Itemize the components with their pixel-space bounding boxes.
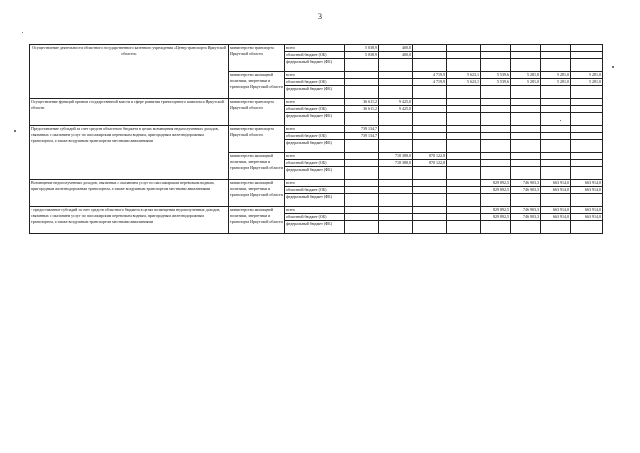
amount-cell — [379, 113, 413, 126]
amount-cell — [511, 160, 541, 167]
amount-cell — [345, 214, 379, 221]
amount-cell: 870 122,8 — [413, 160, 447, 167]
amount-cell — [511, 153, 541, 160]
funding-source-cell: всего — [285, 99, 345, 106]
amount-cell — [447, 52, 481, 59]
amount-cell — [541, 194, 571, 207]
amount-cell: 739 134,7 — [345, 133, 379, 140]
amount-cell — [511, 167, 541, 180]
funding-source-cell: областной бюджет (ОБ) — [285, 52, 345, 59]
amount-cell — [511, 221, 541, 234]
amount-cell: 829 892,5 — [481, 214, 511, 221]
amount-cell: 4 719,9 — [413, 79, 447, 86]
amount-cell: 746 903,3 — [511, 187, 541, 194]
budget-table — [29, 44, 603, 234]
amount-cell — [379, 221, 413, 234]
table-row — [30, 99, 603, 106]
amount-cell: 718 388,0 — [379, 160, 413, 167]
amount-cell — [345, 207, 379, 214]
funding-source-cell: федеральный бюджет (ФБ) — [285, 194, 345, 207]
scan-speck — [22, 32, 23, 33]
executor-cell: министерство транспорта Иркутской области — [229, 45, 285, 72]
page-number: 3 — [318, 12, 322, 21]
amount-cell — [571, 106, 603, 113]
executor-cell: министерство транспорта Иркутской области — [229, 99, 285, 126]
amount-cell — [447, 207, 481, 214]
amount-cell: 5 623,1 — [447, 72, 481, 79]
amount-cell — [511, 99, 541, 106]
funding-source-cell: федеральный бюджет (ФБ) — [285, 167, 345, 180]
amount-cell — [541, 113, 571, 126]
executor-cell: министерство жилищной политики, энергетики и транспорта Иркутской области — [229, 207, 285, 234]
executor-cell: министерство жилищной политики, энергетики и транспорта Иркутской области — [229, 180, 285, 207]
executor-cell: министерство жилищной политики, энергетики и транспорта Иркутской области — [229, 72, 285, 99]
amount-cell: 36 611,2 — [345, 99, 379, 106]
amount-cell: 663 914,0 — [541, 207, 571, 214]
amount-cell — [413, 113, 447, 126]
amount-cell: 718 388,0 — [379, 153, 413, 160]
amount-cell — [571, 153, 603, 160]
amount-cell — [379, 187, 413, 194]
amount-cell — [481, 106, 511, 113]
amount-cell: 5 281,0 — [541, 72, 571, 79]
funding-source-cell: федеральный бюджет (ФБ) — [285, 59, 345, 72]
amount-cell: 5 281,0 — [511, 79, 541, 86]
amount-cell: 663 914,0 — [571, 207, 603, 214]
amount-cell — [447, 167, 481, 180]
amount-cell — [447, 113, 481, 126]
amount-cell — [481, 59, 511, 72]
funding-source-cell: всего — [285, 207, 345, 214]
amount-cell — [541, 52, 571, 59]
amount-cell — [447, 59, 481, 72]
amount-cell: 5 539,6 — [481, 72, 511, 79]
amount-cell — [571, 113, 603, 126]
amount-cell — [413, 167, 447, 180]
funding-source-cell: всего — [285, 180, 345, 187]
funding-source-cell: всего — [285, 153, 345, 160]
amount-cell — [511, 133, 541, 140]
amount-cell: 400,0 — [379, 45, 413, 52]
amount-cell — [571, 52, 603, 59]
amount-cell — [413, 99, 447, 106]
amount-cell — [481, 45, 511, 52]
amount-cell — [447, 99, 481, 106]
amount-cell — [511, 194, 541, 207]
executor-cell: министерство жилищной политики, энергетики и транспорта Иркутской области — [229, 153, 285, 180]
amount-cell: 746 903,3 — [511, 207, 541, 214]
amount-cell — [571, 167, 603, 180]
amount-cell — [413, 194, 447, 207]
amount-cell: 663 914,0 — [571, 180, 603, 187]
amount-cell — [541, 99, 571, 106]
amount-cell — [345, 221, 379, 234]
amount-cell — [571, 221, 603, 234]
amount-cell: 36 611,2 — [345, 106, 379, 113]
amount-cell — [447, 140, 481, 153]
amount-cell: 9 425,0 — [379, 99, 413, 106]
amount-cell — [541, 133, 571, 140]
funding-source-cell: областной бюджет (ОБ) — [285, 133, 345, 140]
amount-cell — [345, 59, 379, 72]
amount-cell — [541, 59, 571, 72]
amount-cell — [379, 140, 413, 153]
executor-cell: министерство транспорта Иркутской области — [229, 126, 285, 153]
amount-cell: 870 122,8 — [413, 153, 447, 160]
funding-source-cell: всего — [285, 72, 345, 79]
amount-cell — [379, 194, 413, 207]
amount-cell — [571, 160, 603, 167]
amount-cell — [379, 214, 413, 221]
amount-cell — [379, 59, 413, 72]
amount-cell: 663 914,0 — [541, 214, 571, 221]
amount-cell: 5 281,0 — [571, 79, 603, 86]
amount-cell — [481, 160, 511, 167]
amount-cell — [413, 106, 447, 113]
amount-cell — [511, 106, 541, 113]
amount-cell — [511, 86, 541, 99]
amount-cell — [481, 113, 511, 126]
measure-name-cell: Предоставление субсидий за счет средств областного бюджета в целях возмещения недополученных доходов, связанных с оказанием услуг по пассажирским перевозкам водным, пригородным железнодорожным транспортом, а также воздушным транспортом местными авиалиниями — [30, 126, 229, 180]
amount-cell — [413, 180, 447, 187]
amount-cell — [345, 153, 379, 160]
amount-cell: 829 892,5 — [481, 187, 511, 194]
amount-cell — [571, 99, 603, 106]
funding-source-cell: областной бюджет (ОБ) — [285, 160, 345, 167]
amount-cell: 746 903,3 — [511, 180, 541, 187]
amount-cell — [345, 113, 379, 126]
amount-cell — [481, 167, 511, 180]
amount-cell: 829 892,5 — [481, 207, 511, 214]
amount-cell — [413, 52, 447, 59]
amount-cell — [481, 140, 511, 153]
amount-cell — [447, 194, 481, 207]
amount-cell — [481, 194, 511, 207]
measure-name-cell: - предоставление субсидий за счет средств областного бюджета в целях возмещения недополученных доходов, связанных с оказанием услуг по пассажирским перевозкам водным, пригородным железнодорожным транспортом, а также воздушным транспортом местными авиалиниями — [30, 207, 229, 234]
scan-speck — [560, 120, 561, 121]
measure-name-cell: Осуществление функций органов государственной власти в сфере развития транспортного комплекса Иркутской области — [30, 99, 229, 126]
amount-cell — [379, 133, 413, 140]
scan-speck — [612, 66, 614, 68]
amount-cell: 5 281,0 — [571, 72, 603, 79]
amount-cell — [447, 214, 481, 221]
amount-cell — [571, 194, 603, 207]
amount-cell — [481, 153, 511, 160]
amount-cell — [379, 126, 413, 133]
amount-cell: 5 281,0 — [541, 79, 571, 86]
amount-cell — [413, 214, 447, 221]
funding-source-cell: федеральный бюджет (ФБ) — [285, 86, 345, 99]
amount-cell — [413, 86, 447, 99]
amount-cell — [481, 221, 511, 234]
amount-cell — [481, 52, 511, 59]
measure-name-cell: Возмещение недополученных доходов, связанных с оказанием услуг по пассажирским перевозкам водным, пригородным железнодорожным транспортом, а также воздушным транспортом местными авиалиниями — [30, 180, 229, 207]
amount-cell: 400,0 — [379, 52, 413, 59]
table-row — [30, 126, 603, 133]
amount-cell — [541, 153, 571, 160]
amount-cell — [447, 106, 481, 113]
amount-cell: 663 914,0 — [571, 187, 603, 194]
amount-cell — [379, 79, 413, 86]
funding-source-cell: федеральный бюджет (ФБ) — [285, 113, 345, 126]
amount-cell — [413, 207, 447, 214]
table-row — [30, 45, 603, 52]
amount-cell — [571, 140, 603, 153]
amount-cell — [511, 52, 541, 59]
amount-cell — [571, 45, 603, 52]
amount-cell — [345, 187, 379, 194]
amount-cell — [379, 207, 413, 214]
amount-cell — [481, 126, 511, 133]
funding-source-cell: федеральный бюджет (ФБ) — [285, 221, 345, 234]
amount-cell — [447, 221, 481, 234]
amount-cell — [447, 187, 481, 194]
scan-speck — [14, 130, 16, 132]
amount-cell — [413, 140, 447, 153]
amount-cell — [511, 45, 541, 52]
amount-cell — [447, 126, 481, 133]
amount-cell — [541, 86, 571, 99]
amount-cell — [541, 140, 571, 153]
amount-cell — [447, 86, 481, 99]
amount-cell — [511, 140, 541, 153]
table-row — [30, 207, 603, 214]
amount-cell — [345, 86, 379, 99]
amount-cell — [379, 180, 413, 187]
funding-source-cell: областной бюджет (ОБ) — [285, 214, 345, 221]
funding-source-cell: всего — [285, 45, 345, 52]
amount-cell — [413, 126, 447, 133]
funding-source-cell: областной бюджет (ОБ) — [285, 79, 345, 86]
amount-cell: 4 719,9 — [413, 72, 447, 79]
amount-cell: 829 892,5 — [481, 180, 511, 187]
amount-cell — [413, 45, 447, 52]
amount-cell: 5 281,0 — [511, 72, 541, 79]
funding-source-cell: всего — [285, 126, 345, 133]
amount-cell: 663 914,0 — [541, 187, 571, 194]
amount-cell — [541, 106, 571, 113]
amount-cell — [379, 86, 413, 99]
amount-cell — [345, 72, 379, 79]
funding-source-cell: областной бюджет (ОБ) — [285, 187, 345, 194]
amount-cell — [481, 86, 511, 99]
amount-cell — [447, 180, 481, 187]
amount-cell — [345, 180, 379, 187]
amount-cell: 746 903,3 — [511, 214, 541, 221]
amount-cell: 739 134,7 — [345, 126, 379, 133]
amount-cell — [541, 167, 571, 180]
table-row — [30, 180, 603, 187]
amount-cell — [345, 194, 379, 207]
amount-cell — [511, 126, 541, 133]
amount-cell — [447, 45, 481, 52]
amount-cell — [541, 221, 571, 234]
amount-cell: 9 425,0 — [379, 106, 413, 113]
amount-cell — [447, 133, 481, 140]
funding-source-cell: федеральный бюджет (ФБ) — [285, 140, 345, 153]
amount-cell: 5 623,1 — [447, 79, 481, 86]
amount-cell — [345, 160, 379, 167]
amount-cell — [379, 167, 413, 180]
amount-cell — [481, 133, 511, 140]
amount-cell — [511, 113, 541, 126]
amount-cell — [413, 187, 447, 194]
funding-source-cell: областной бюджет (ОБ) — [285, 106, 345, 113]
amount-cell — [413, 133, 447, 140]
measure-name-cell: Осуществление деятельности областного государственного казенного учреждения «Центр транспорта Иркутской области» — [30, 45, 229, 99]
amount-cell: 663 914,0 — [541, 180, 571, 187]
amount-cell — [571, 59, 603, 72]
amount-cell — [447, 160, 481, 167]
amount-cell — [571, 86, 603, 99]
amount-cell — [481, 99, 511, 106]
amount-cell — [447, 153, 481, 160]
amount-cell: 5 038,9 — [345, 52, 379, 59]
amount-cell — [541, 45, 571, 52]
amount-cell — [413, 221, 447, 234]
amount-cell — [571, 126, 603, 133]
amount-cell — [571, 133, 603, 140]
amount-cell — [345, 167, 379, 180]
amount-cell — [345, 140, 379, 153]
amount-cell — [345, 79, 379, 86]
amount-cell: 5 539,6 — [481, 79, 511, 86]
amount-cell — [541, 126, 571, 133]
amount-cell — [379, 72, 413, 79]
amount-cell: 5 038,9 — [345, 45, 379, 52]
amount-cell: 663 914,0 — [571, 214, 603, 221]
amount-cell — [413, 59, 447, 72]
amount-cell — [541, 160, 571, 167]
amount-cell — [511, 59, 541, 72]
